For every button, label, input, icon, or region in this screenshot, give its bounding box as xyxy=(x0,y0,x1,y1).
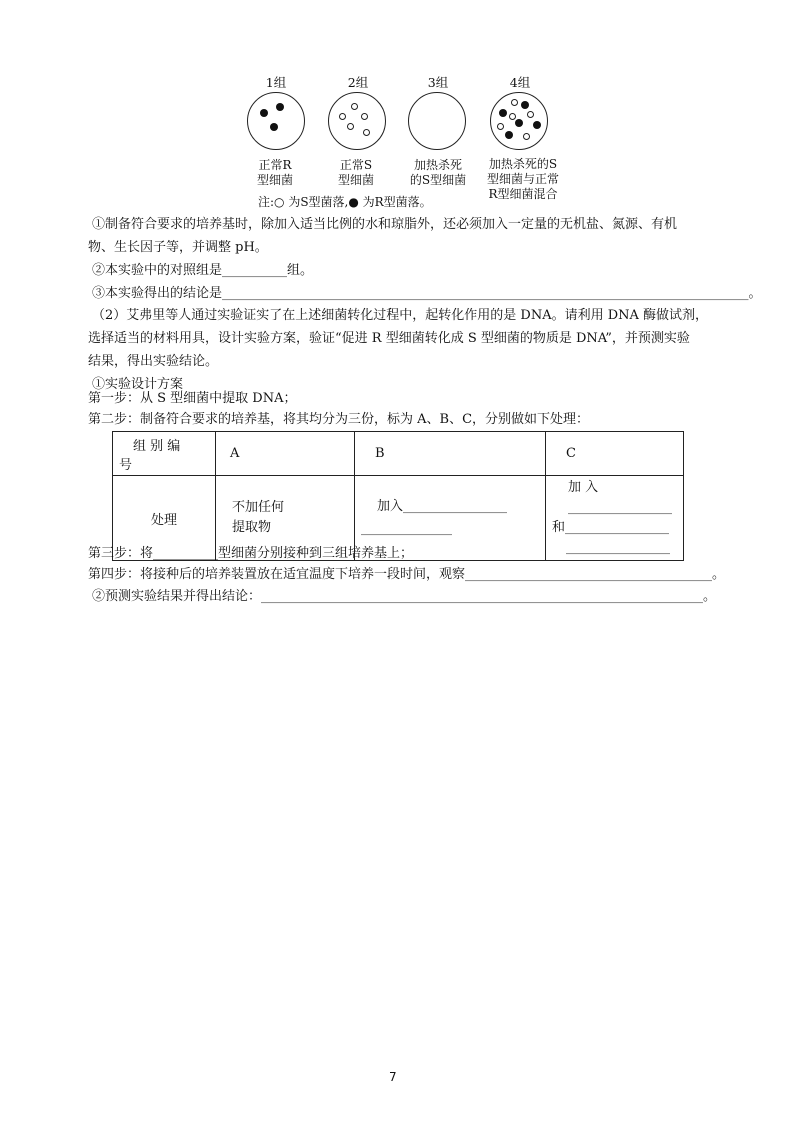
step-3: 第三步：将__________型细菌分别接种到三组培养基上； xyxy=(88,546,414,561)
caption-line: 型细菌 xyxy=(337,173,374,187)
treatment-table xyxy=(112,431,684,561)
r-colony-icon xyxy=(499,109,507,117)
step-4: 第四步：将接种后的培养装置放在适宜温度下培养一段时间，观察______________________________________。 xyxy=(88,567,726,582)
dish-caption-2 xyxy=(320,158,392,188)
s-colony-icon xyxy=(361,113,368,120)
group-label-3: 3组 xyxy=(427,75,449,90)
header-text: 组 别 编 xyxy=(133,438,181,454)
cell-text: 加 入 ________________ xyxy=(568,480,672,515)
step-2: 第二步：制备符合要求的培养基，将其均分为三份，标为 A、B、C，分别做如下处理： xyxy=(88,412,590,427)
caption-line: 加热杀死 xyxy=(413,158,462,172)
dish-caption-4 xyxy=(478,157,568,202)
r-colony-icon xyxy=(515,119,523,127)
r-colony-icon xyxy=(505,131,513,139)
caption-line: 加热杀死的S xyxy=(488,157,558,171)
table-header-c: C xyxy=(546,432,684,476)
s-colony-icon xyxy=(527,111,534,118)
dish-caption-1 xyxy=(239,158,311,188)
r-colony-icon xyxy=(533,121,541,129)
caption-line: R型细菌混合 xyxy=(488,187,558,201)
table-header-b: B xyxy=(355,432,546,476)
paragraph-6: ②预测实验结果并得出结论：____________________________________________________________________。 xyxy=(92,589,717,604)
r-colony-icon xyxy=(276,103,284,111)
group-label-2: 2组 xyxy=(347,75,369,90)
step-1: 第一步：从 S 型细菌中提取 DNA； xyxy=(88,391,297,406)
paragraph-2: ②本实验中的对照组是__________组。 xyxy=(92,263,314,278)
group-label-4: 4组 xyxy=(509,75,531,90)
table-row-label: 处理 xyxy=(113,476,216,561)
paragraph-4a: （2）艾弗里等人通过实验证实了在上述细菌转化过程中，起转化作用的是 DNA。请利用 DNA 酶做试剂， xyxy=(92,308,709,323)
paragraph-5: ①实验设计方案 xyxy=(92,377,184,392)
cell-text: ________________ xyxy=(566,540,670,555)
caption-line: 的S型细菌 xyxy=(409,173,467,187)
cell-text: 提取物 xyxy=(232,520,272,535)
header-text: 号 xyxy=(119,457,133,473)
s-colony-icon xyxy=(363,129,370,136)
cell-text: 不加任何 xyxy=(232,500,285,515)
paragraph-1a: ①制备符合要求的培养基时，除加入适当比例的水和琼脂外，还必须加入一定量的无机盐、氮源、有机 xyxy=(92,217,678,232)
s-colony-icon xyxy=(523,133,530,140)
cell-text: 和________________ xyxy=(552,520,670,535)
caption-line: 型细菌与正常 xyxy=(486,172,559,186)
r-colony-icon xyxy=(260,109,268,117)
page-number: 7 xyxy=(389,1070,397,1084)
paragraph-4b: 选择适当的材料用具，设计实验方案，验证“促进 R 型细菌转化成 S 型细菌的物质是 DNA”，并预测实验 xyxy=(88,331,690,346)
s-colony-icon xyxy=(509,113,516,120)
table-header-row xyxy=(113,432,684,476)
table-header-group xyxy=(113,432,216,476)
s-colony-icon xyxy=(347,123,354,130)
figure-note: 注:○ 为S型菌落,● 为R型菌落。 xyxy=(258,195,432,209)
caption-line: 正常S xyxy=(339,158,373,172)
paragraph-4c: 结果，得出实验结论。 xyxy=(88,354,219,369)
petri-dish-2 xyxy=(328,92,386,150)
petri-dish-3 xyxy=(408,92,466,150)
cell-text: ______________ xyxy=(361,521,452,536)
cell-text: 加入________________ xyxy=(377,499,508,514)
table-cell-c xyxy=(546,476,684,561)
caption-line: 型细菌 xyxy=(256,173,293,187)
paragraph-1b: 物、生长因子等，并调整 pH。 xyxy=(88,240,268,255)
table-header-a: A xyxy=(216,432,355,476)
dish-caption-3 xyxy=(400,158,476,188)
s-colony-icon xyxy=(351,103,358,110)
s-colony-icon xyxy=(497,123,504,130)
r-colony-icon xyxy=(521,101,529,109)
caption-line: 正常R xyxy=(258,158,292,172)
r-colony-icon xyxy=(270,123,278,131)
paragraph-3: ③本实验得出的结论是_________________________________________________________________________________。 xyxy=(92,286,762,301)
petri-dish-1 xyxy=(247,92,305,150)
group-label-1: 1组 xyxy=(265,75,287,90)
s-colony-icon xyxy=(511,99,518,106)
s-colony-icon xyxy=(339,113,346,120)
petri-dish-4 xyxy=(490,92,548,150)
